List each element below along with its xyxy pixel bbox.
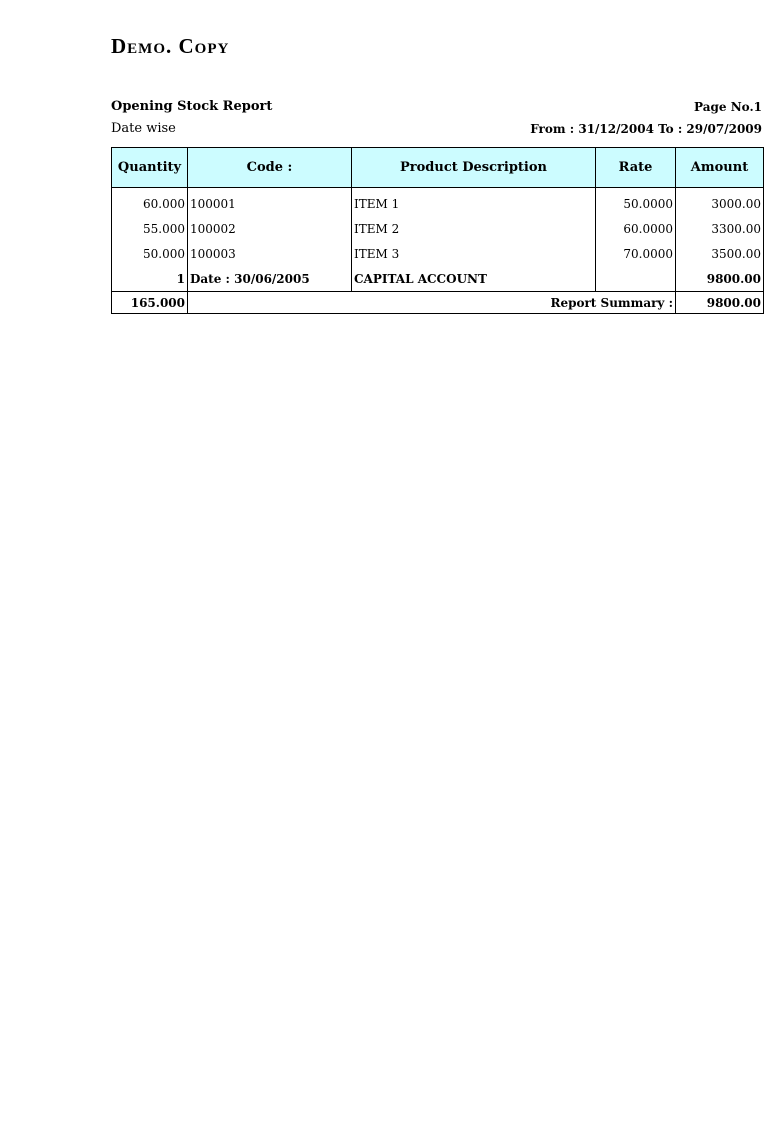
cell-code: 100001 <box>188 188 352 217</box>
demo-copy-watermark: Demo. Copy <box>111 34 230 58</box>
cell-description: ITEM 3 <box>352 241 596 266</box>
cell-rate: 50.0000 <box>596 188 676 217</box>
cell-code: 100003 <box>188 241 352 266</box>
cell-amount: 3500.00 <box>676 241 764 266</box>
table-row <box>112 241 764 266</box>
table-row <box>112 188 764 217</box>
group-count: 1 <box>112 266 188 292</box>
group-account: CAPITAL ACCOUNT <box>352 266 596 292</box>
cell-amount: 3000.00 <box>676 188 764 217</box>
summary-quantity: 165.000 <box>112 292 188 314</box>
table-row <box>112 216 764 241</box>
summary-amount: 9800.00 <box>676 292 764 314</box>
group-total-row <box>112 266 764 292</box>
column-header-rate: Rate <box>596 148 676 188</box>
cell-amount: 3300.00 <box>676 216 764 241</box>
report-title: Opening Stock Report <box>111 99 273 114</box>
group-rate-empty <box>596 266 676 292</box>
cell-rate: 70.0000 <box>596 241 676 266</box>
group-amount: 9800.00 <box>676 266 764 292</box>
cell-description: ITEM 1 <box>352 188 596 217</box>
date-range: From : 31/12/2004 To : 29/07/2009 <box>530 122 762 136</box>
column-header-amount: Amount <box>676 148 764 188</box>
column-header-description: Product Description <box>352 148 596 188</box>
column-header-code: Code : <box>188 148 352 188</box>
cell-quantity: 50.000 <box>112 241 188 266</box>
cell-rate: 60.0000 <box>596 216 676 241</box>
cell-quantity: 60.000 <box>112 188 188 217</box>
cell-quantity: 55.000 <box>112 216 188 241</box>
stock-report-table <box>111 147 764 292</box>
report-summary-table <box>111 291 764 314</box>
cell-description: ITEM 2 <box>352 216 596 241</box>
column-header-quantity: Quantity <box>112 148 188 188</box>
report-subtitle: Date wise <box>111 121 176 136</box>
cell-code: 100002 <box>188 216 352 241</box>
summary-label: Report Summary : <box>188 292 676 314</box>
group-date: Date : 30/06/2005 <box>188 266 352 292</box>
page-number: Page No.1 <box>694 100 762 114</box>
table-header-row <box>112 148 764 188</box>
report-summary-row <box>112 292 764 314</box>
